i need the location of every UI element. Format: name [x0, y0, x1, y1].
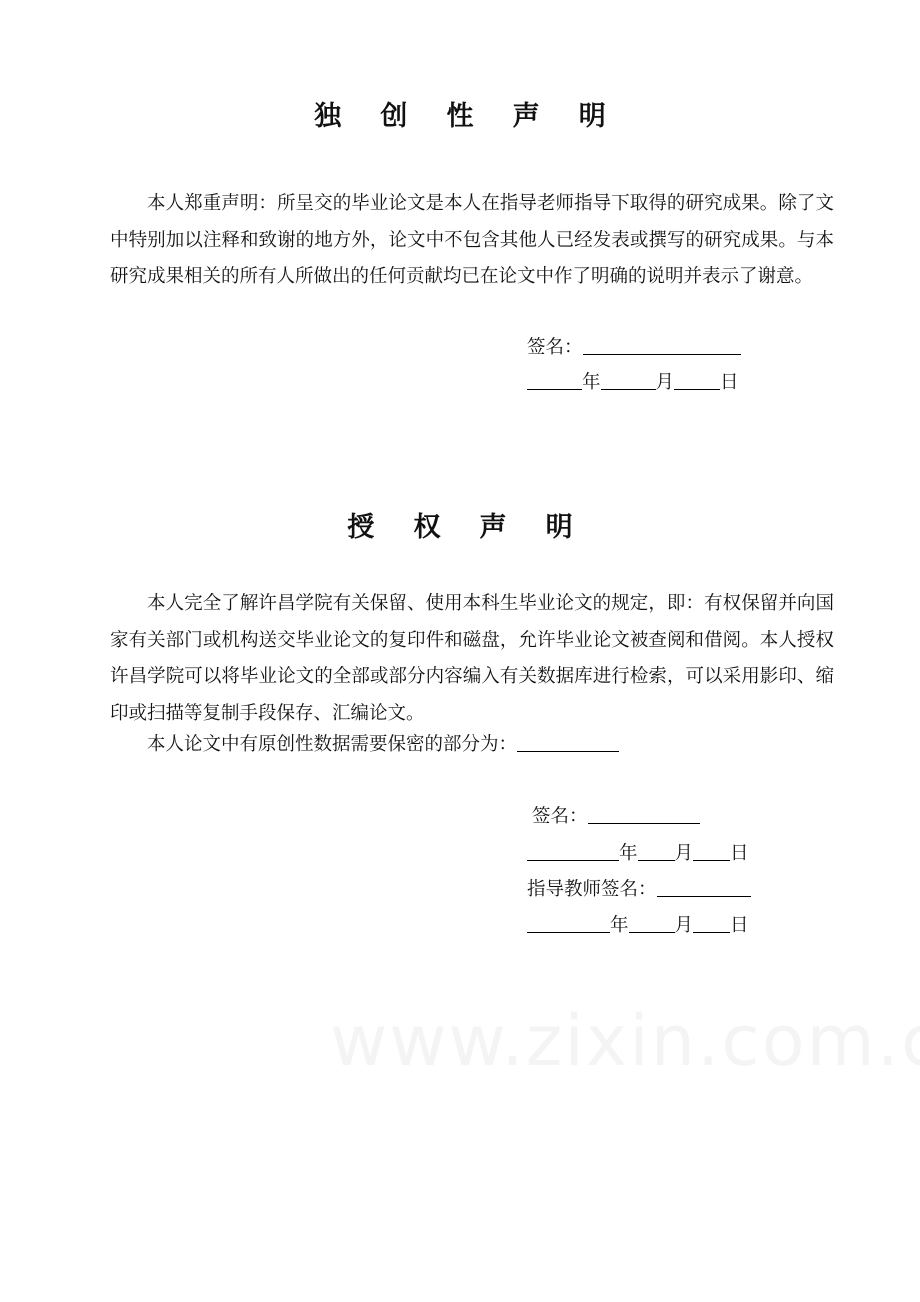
month-label: 月 [674, 915, 694, 936]
confidential-line [147, 733, 619, 757]
advisor-signature-label: 指导教师签名： [527, 879, 657, 900]
originality-signature-line [527, 336, 741, 360]
day-label: 日 [730, 843, 749, 864]
year-label: 年 [582, 372, 601, 393]
signature-label: 签名： [532, 806, 588, 827]
month-label: 月 [655, 372, 675, 393]
year-label: 年 [619, 843, 638, 864]
month-blank[interactable] [601, 371, 656, 390]
signature-blank[interactable] [583, 336, 741, 355]
year-blank[interactable] [527, 842, 619, 861]
year-blank[interactable] [527, 914, 610, 933]
month-blank[interactable] [638, 842, 675, 861]
originality-title: 独 创 性 声 明 [314, 101, 621, 132]
advisor-date-line [527, 914, 749, 938]
advisor-signature-line [527, 878, 751, 902]
authorization-signature-line [532, 805, 700, 829]
day-blank[interactable] [693, 914, 730, 933]
signature-label: 签名： [527, 337, 583, 358]
month-label: 月 [674, 843, 694, 864]
confidential-label: 本人论文中有原创性数据需要保密的部分为： [147, 734, 518, 755]
year-label: 年 [610, 915, 629, 936]
authorization-paragraph: 本人完全了解许昌学院有关保留、使用本科生毕业论文的规定，即：有权保留并向国家有关部门或机构送交毕业论文的复印件和磁盘，允许毕业论文被查阅和借阅。本人授权许昌学院可以将毕业论文的全部或部分内容编入有关数据库进行检索，可以采用影印、缩印或扫描等复制手段保存、汇编论文。 [110, 593, 834, 724]
day-blank[interactable] [693, 842, 730, 861]
authorization-title: 授 权 声 明 [347, 512, 588, 543]
advisor-signature-blank[interactable] [657, 878, 751, 897]
signature-blank[interactable] [588, 805, 700, 824]
originality-paragraph: 本人郑重声明：所呈交的毕业论文是本人在指导老师指导下取得的研究成果。除了文中特别加以注释和致谢的地方外，论文中不包含其他人已经发表或撰写的研究成果。与本研究成果相关的所有人所做出的任何贡献均已在论文中作了明确的说明并表示了谢意。 [110, 193, 834, 287]
day-blank[interactable] [674, 371, 720, 390]
confidential-blank[interactable] [517, 733, 619, 752]
originality-date-line [527, 371, 739, 395]
watermark [330, 1000, 920, 1082]
day-label: 日 [720, 372, 739, 393]
month-blank[interactable] [629, 914, 675, 933]
authorization-date-line [527, 842, 749, 866]
day-label: 日 [730, 915, 749, 936]
year-blank[interactable] [527, 371, 582, 390]
